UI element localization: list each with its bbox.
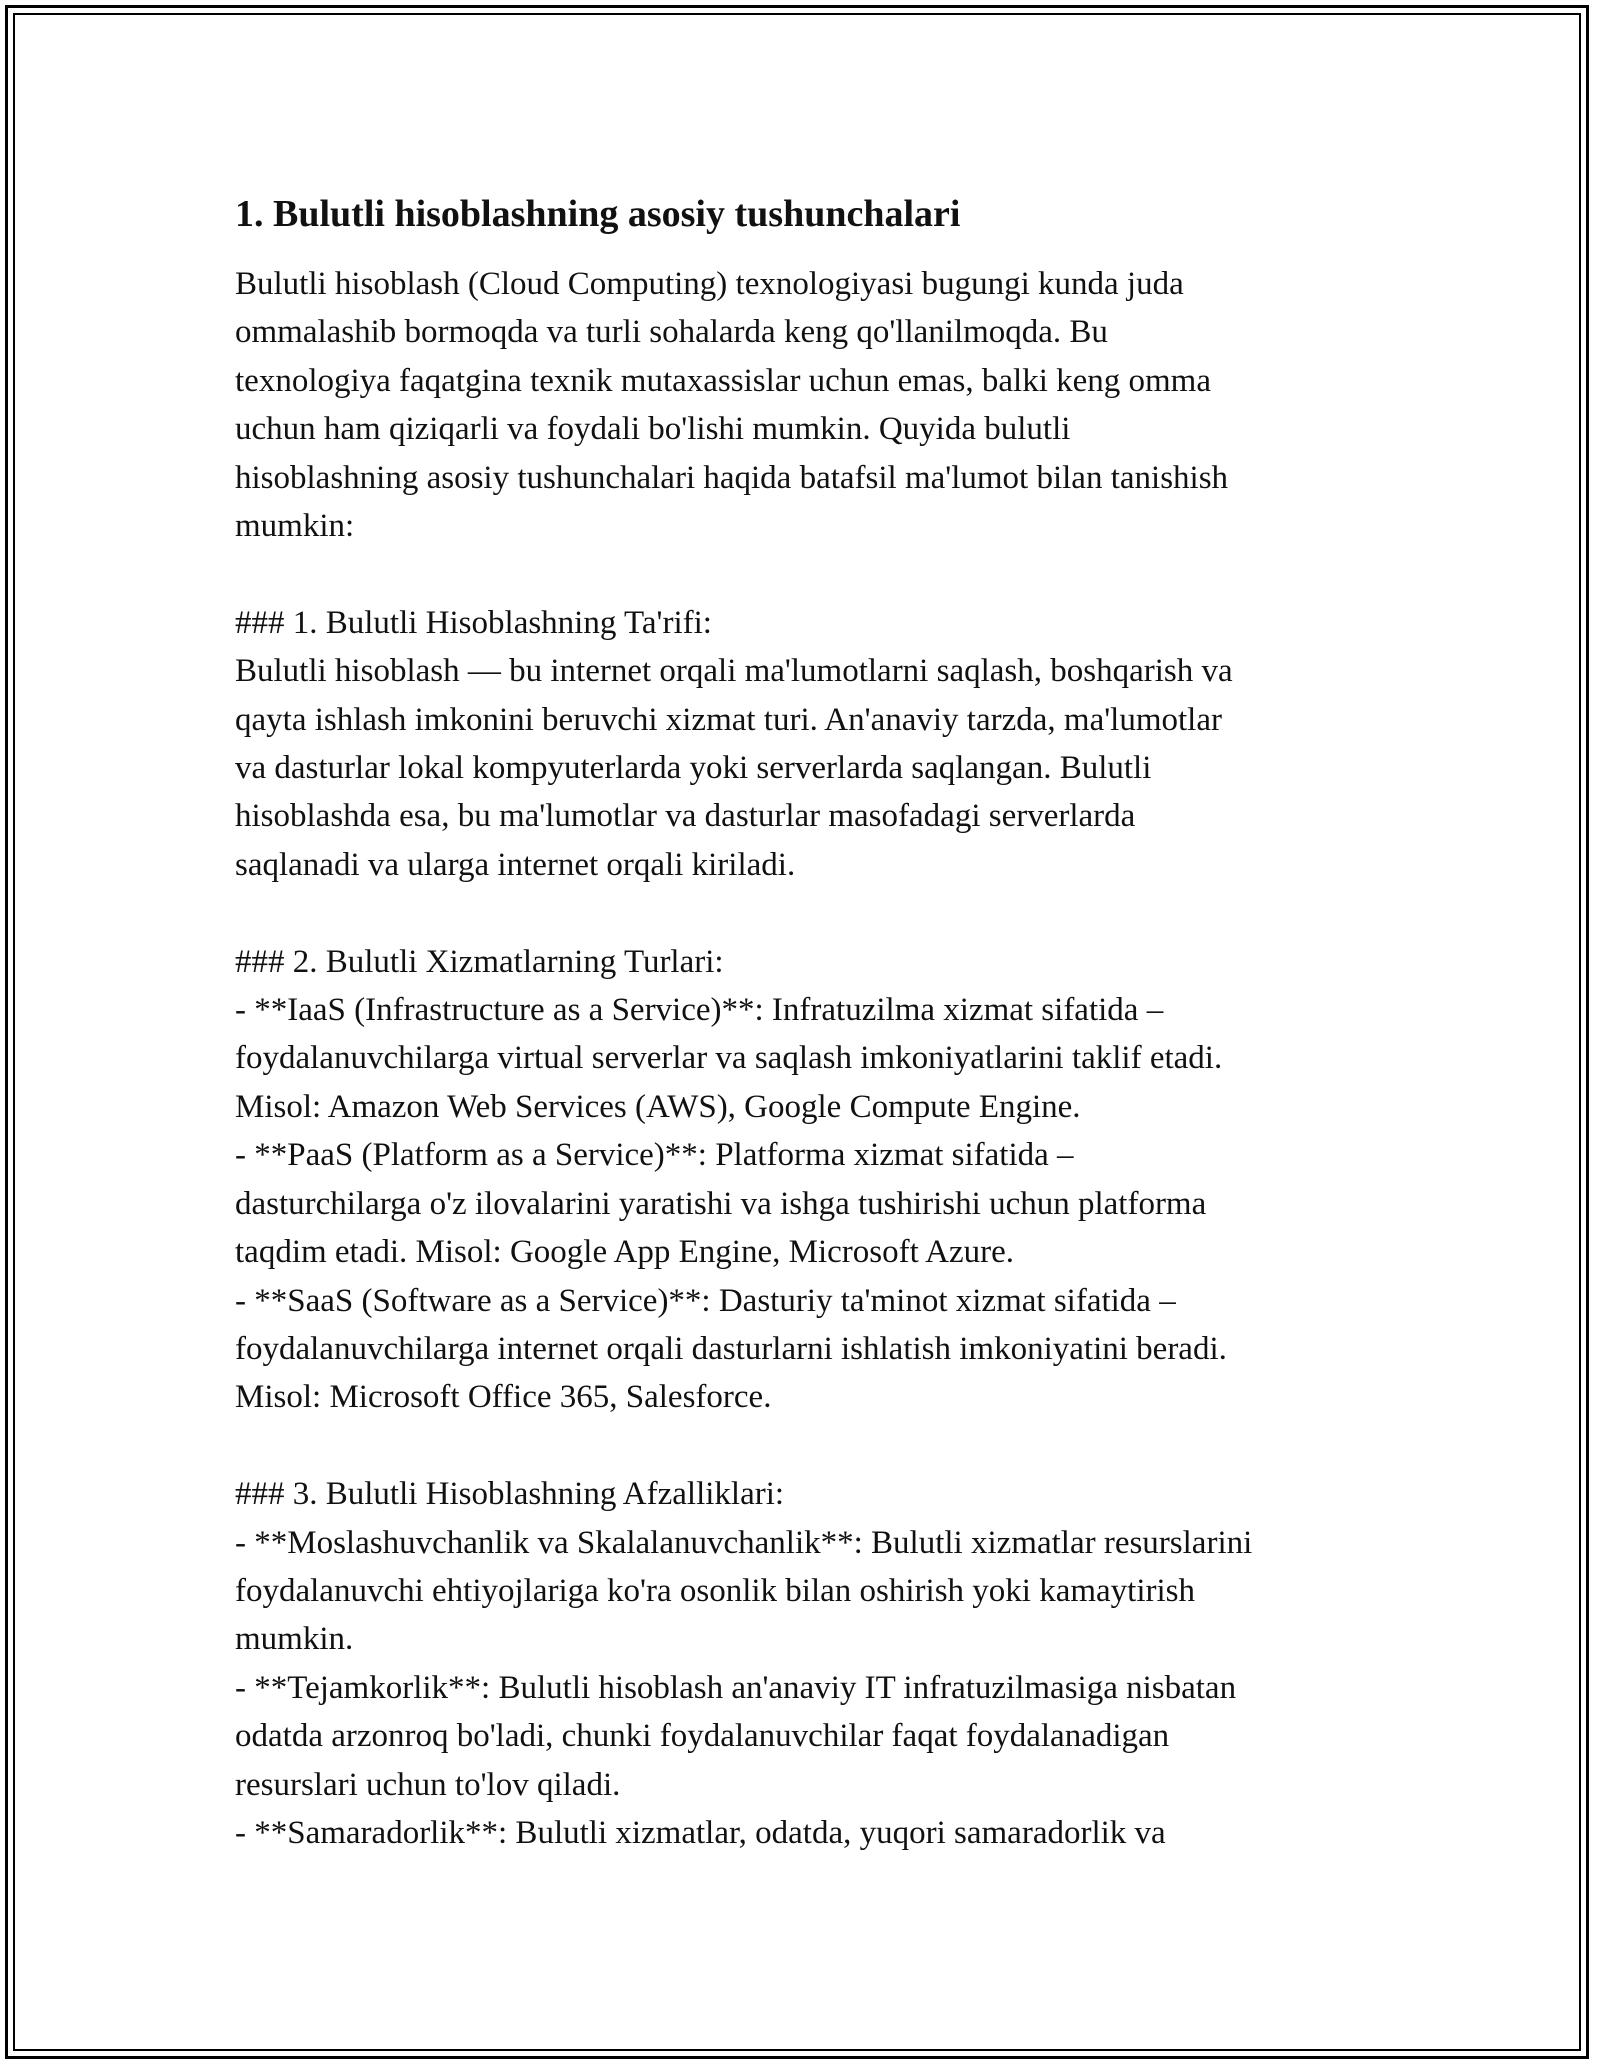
section-3-item-cost: - **Tejamkorlik**: Bulutli hisoblash an'anaviy IT infratuzilmasiga nisbatan odatda arzonroq bo'ladi, chunki foydalanuvchilar faqat foydalanadigan resurslari uchun to'lov qiladi.	[235, 1669, 1237, 1803]
section-3-item-flexibility: - **Moslashuvchanlik va Skalalanuvchanlik**: Bulutli xizmatlar resurslarini foydalanuvchi ehtiyojlariga ko'ra osonlik bilan oshirish yoki kamaytirish mumkin.	[235, 1524, 1253, 1658]
paragraph-gap	[235, 889, 1385, 937]
section-3-heading: ### 3. Bulutli Hisoblashning Afzalliklari:	[235, 1476, 785, 1513]
document-title: 1. Bulutli hisoblashning asosiy tushunchalari	[235, 193, 961, 235]
document-page	[235, 186, 1385, 1857]
section-2-item-paas: - **PaaS (Platform as a Service)**: Platforma xizmat sifatida – dasturchilarga o'z ilovalarini yaratishi va ishga tushirishi uchun platforma taqdim etadi. Misol: Google App Engine, Microsoft Azure.	[235, 1137, 1207, 1271]
section-2-item-saas: - **SaaS (Software as a Service)**: Dasturiy ta'minot xizmat sifatida – foydalanuvchilarga internet orqali dasturlarni ishlatish imkoniyatini beradi. Misol: Microsoft Office 365, Salesforce.	[235, 1282, 1227, 1416]
intro-paragraph: Bulutli hisoblash (Cloud Computing) texnologiyasi bugungi kunda juda ommalashib bormoqda va turli sohalarda keng qo'llanilmoqda. Bu texnologiya faqatgina texnik mutaxassislar uchun emas, balki keng omma uchun ham qiziqarli va foydali bo'lishi mumkin. Quyida bulutli hisoblashning asosiy tushunchalari haqida batafsil ma'lumot bilan tanishish mumkin:	[235, 266, 1229, 545]
section-3-item-efficiency: - **Samaradorlik**: Bulutli xizmatlar, odatda, yuqori samaradorlik va	[235, 1814, 1166, 1851]
paragraph-gap	[235, 1422, 1385, 1470]
section-1-heading: ### 1. Bulutli Hisoblashning Ta'rifi:	[235, 604, 712, 641]
section-2-item-iaas: - **IaaS (Infrastructure as a Service)**: Infratuzilma xizmat sifatida – foydalanuvchilarga virtual serverlar va saqlash imkoniyatlarini taklif etadi. Misol: Amazon Web Services (AWS), Google Compute Engine.	[235, 992, 1223, 1125]
section-1-body: Bulutli hisoblash — bu internet orqali ma'lumotlarni saqlash, boshqarish va qayta ishlash imkonini beruvchi xizmat turi. An'anaviy tarzda, ma'lumotlar va dasturlar lokal kompyuterlarda yoki serverlarda saqlangan. Bulutli hisoblashda esa, bu ma'lumotlar va dasturlar masofadagi serverlarda saqlanadi va ularga internet orqali kiriladi.	[235, 653, 1233, 883]
section-2-heading: ### 2. Bulutli Xizmatlarning Turlari:	[235, 943, 724, 980]
paragraph-gap	[235, 550, 1385, 598]
